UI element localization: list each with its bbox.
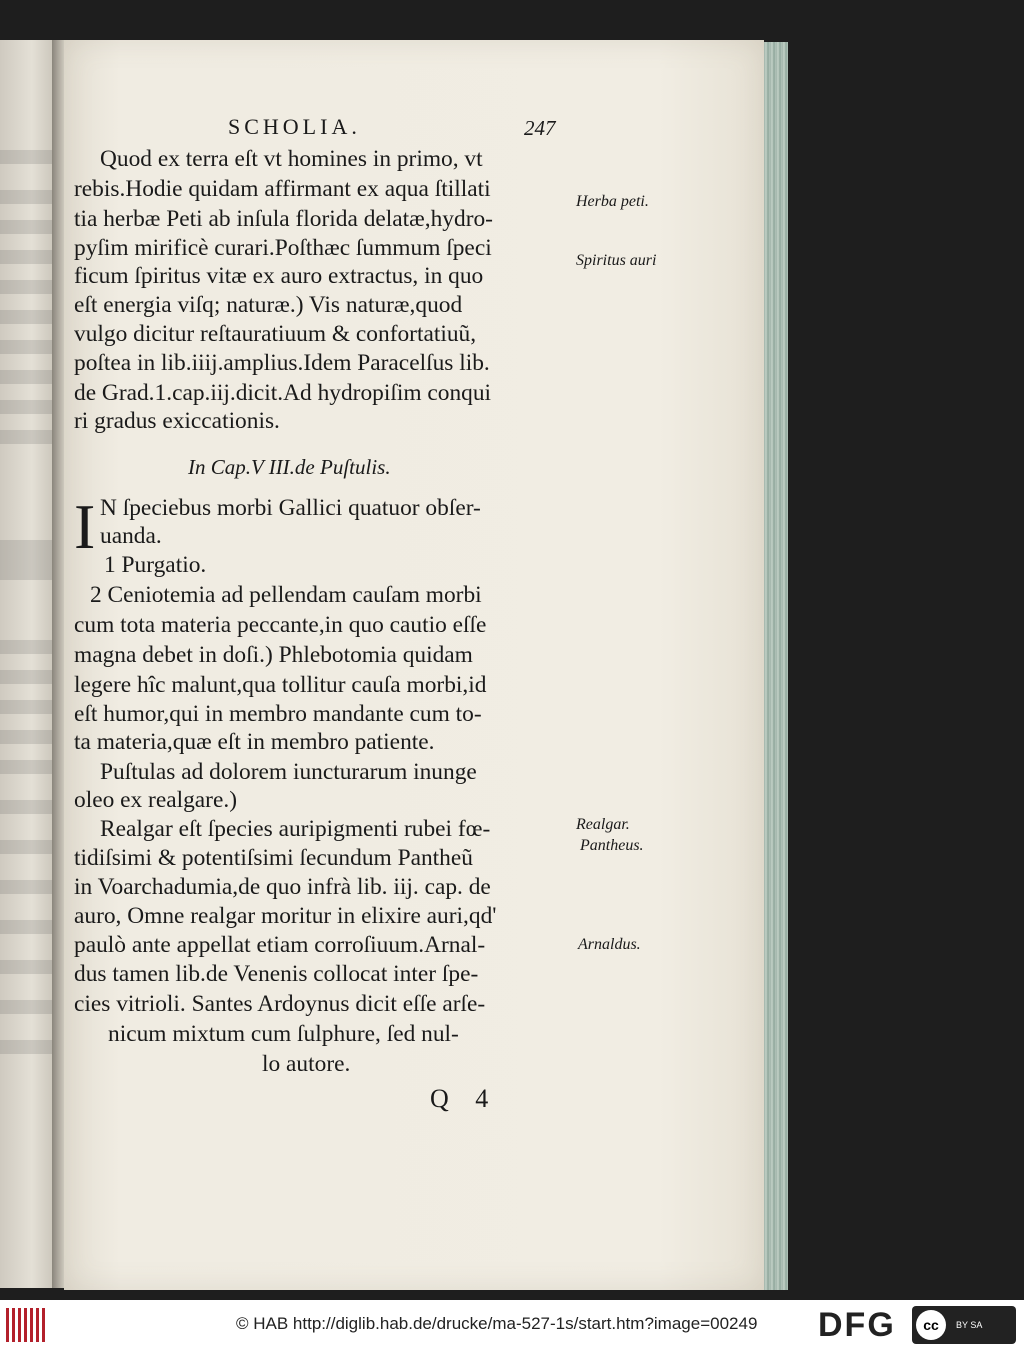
text-line: uanda.	[100, 523, 162, 549]
marginal-note: Herba peti.	[576, 193, 649, 210]
drop-cap: I	[74, 491, 96, 562]
text-line: cies vitrioli. Santes Ardoynus dicit eſſe arſe-	[74, 991, 486, 1017]
footer-bar	[0, 1300, 1024, 1350]
text-line: legere hîc malunt,qua tollitur cauſa morbi,id	[74, 672, 487, 698]
page-edges	[764, 42, 788, 1290]
page-number: 247	[524, 116, 556, 140]
text-line: oleo ex realgare.)	[74, 787, 237, 813]
cc-icon: cc	[916, 1310, 946, 1340]
text-line: 2 Ceniotemia ad pellendam cauſam morbi	[90, 582, 482, 608]
text-line: vulgo dicitur reſtauratiuum & confortatiuũ,	[74, 321, 477, 347]
text-line: ri gradus exiccationis.	[74, 408, 280, 434]
text-line: nicum mixtum cum ſulphure, ſed nul-	[108, 1021, 459, 1047]
marginal-note: Pantheus.	[580, 837, 644, 854]
cc-license-badge[interactable]	[912, 1306, 1016, 1344]
text-line: cum tota materia peccante,in quo cautio eſſe	[74, 612, 487, 638]
text-line: poſtea in lib.iiij.amplius.Idem Paracelſus lib.	[74, 350, 490, 376]
text-line: lo autore.	[262, 1051, 351, 1077]
section-heading: In Cap.V III.de Puſtulis.	[188, 455, 391, 479]
text-line: N ſpeciebus morbi Gallici quatuor obſer-	[100, 495, 481, 521]
text-line: Quod ex terra eſt vt homines in primo, vt	[100, 146, 483, 172]
text-line: eſt humor,qui in membro mandante cum to-	[74, 701, 482, 727]
text-line: paulò ante appellat etiam corroſiuum.Arnal-	[74, 932, 486, 958]
facing-page-edge	[0, 40, 58, 1288]
text-line: pyſim mirificè curari.Poſthæc ſummum ſpeci	[74, 235, 492, 261]
dfg-logo: DFG	[818, 1306, 896, 1344]
text-line: dus tamen lib.de Venenis collocat inter ſpe-	[74, 961, 479, 987]
text-line: de Grad.1.cap.iij.dicit.Ad hydropiſim conqui	[74, 380, 492, 406]
text-line: Realgar eſt ſpecies auripigmenti rubei fœ-	[100, 816, 491, 842]
signature-mark: Q 4	[430, 1084, 499, 1113]
text-line: in Voarchadumia,de quo infrà lib. iij. cap. de	[74, 874, 491, 900]
marginal-note: Spiritus auri	[576, 252, 657, 269]
credit-link[interactable]: © HAB http://diglib.hab.de/drucke/ma-527-1s/start.htm?image=00249	[236, 1314, 758, 1333]
text-line: ta materia,quæ eſt in membro patiente.	[74, 729, 435, 755]
text-line: tia herbæ Peti ab inſula florida delatæ,hydro-	[74, 206, 493, 232]
text-line: tidiſsimi & potentiſsimi ſecundum Pantheũ	[74, 845, 473, 871]
text-line: eſt energia viſq; naturæ.) Vis naturæ,quod	[74, 292, 463, 318]
running-head: SCHOLIA.	[228, 114, 361, 139]
text-line: ficum ſpiritus vitæ ex auro extractus, in quo	[74, 263, 484, 289]
text-line: Puſtulas ad dolorem iuncturarum inunge	[100, 759, 477, 785]
text-line: auro, Omne realgar moritur in elixire auri,qd'	[74, 903, 497, 929]
marginal-note: Arnaldus.	[578, 936, 641, 953]
cc-tags: BY SA	[956, 1320, 983, 1330]
text-line: rebis.Hodie quidam affirmant ex aqua ſtillati	[74, 176, 491, 202]
text-line: 1 Purgatio.	[104, 552, 207, 578]
hab-logo-icon	[6, 1308, 46, 1342]
marginal-note: Realgar.	[576, 816, 630, 833]
text-line: magna debet in doſi.) Phlebotomia quidam	[74, 642, 473, 668]
